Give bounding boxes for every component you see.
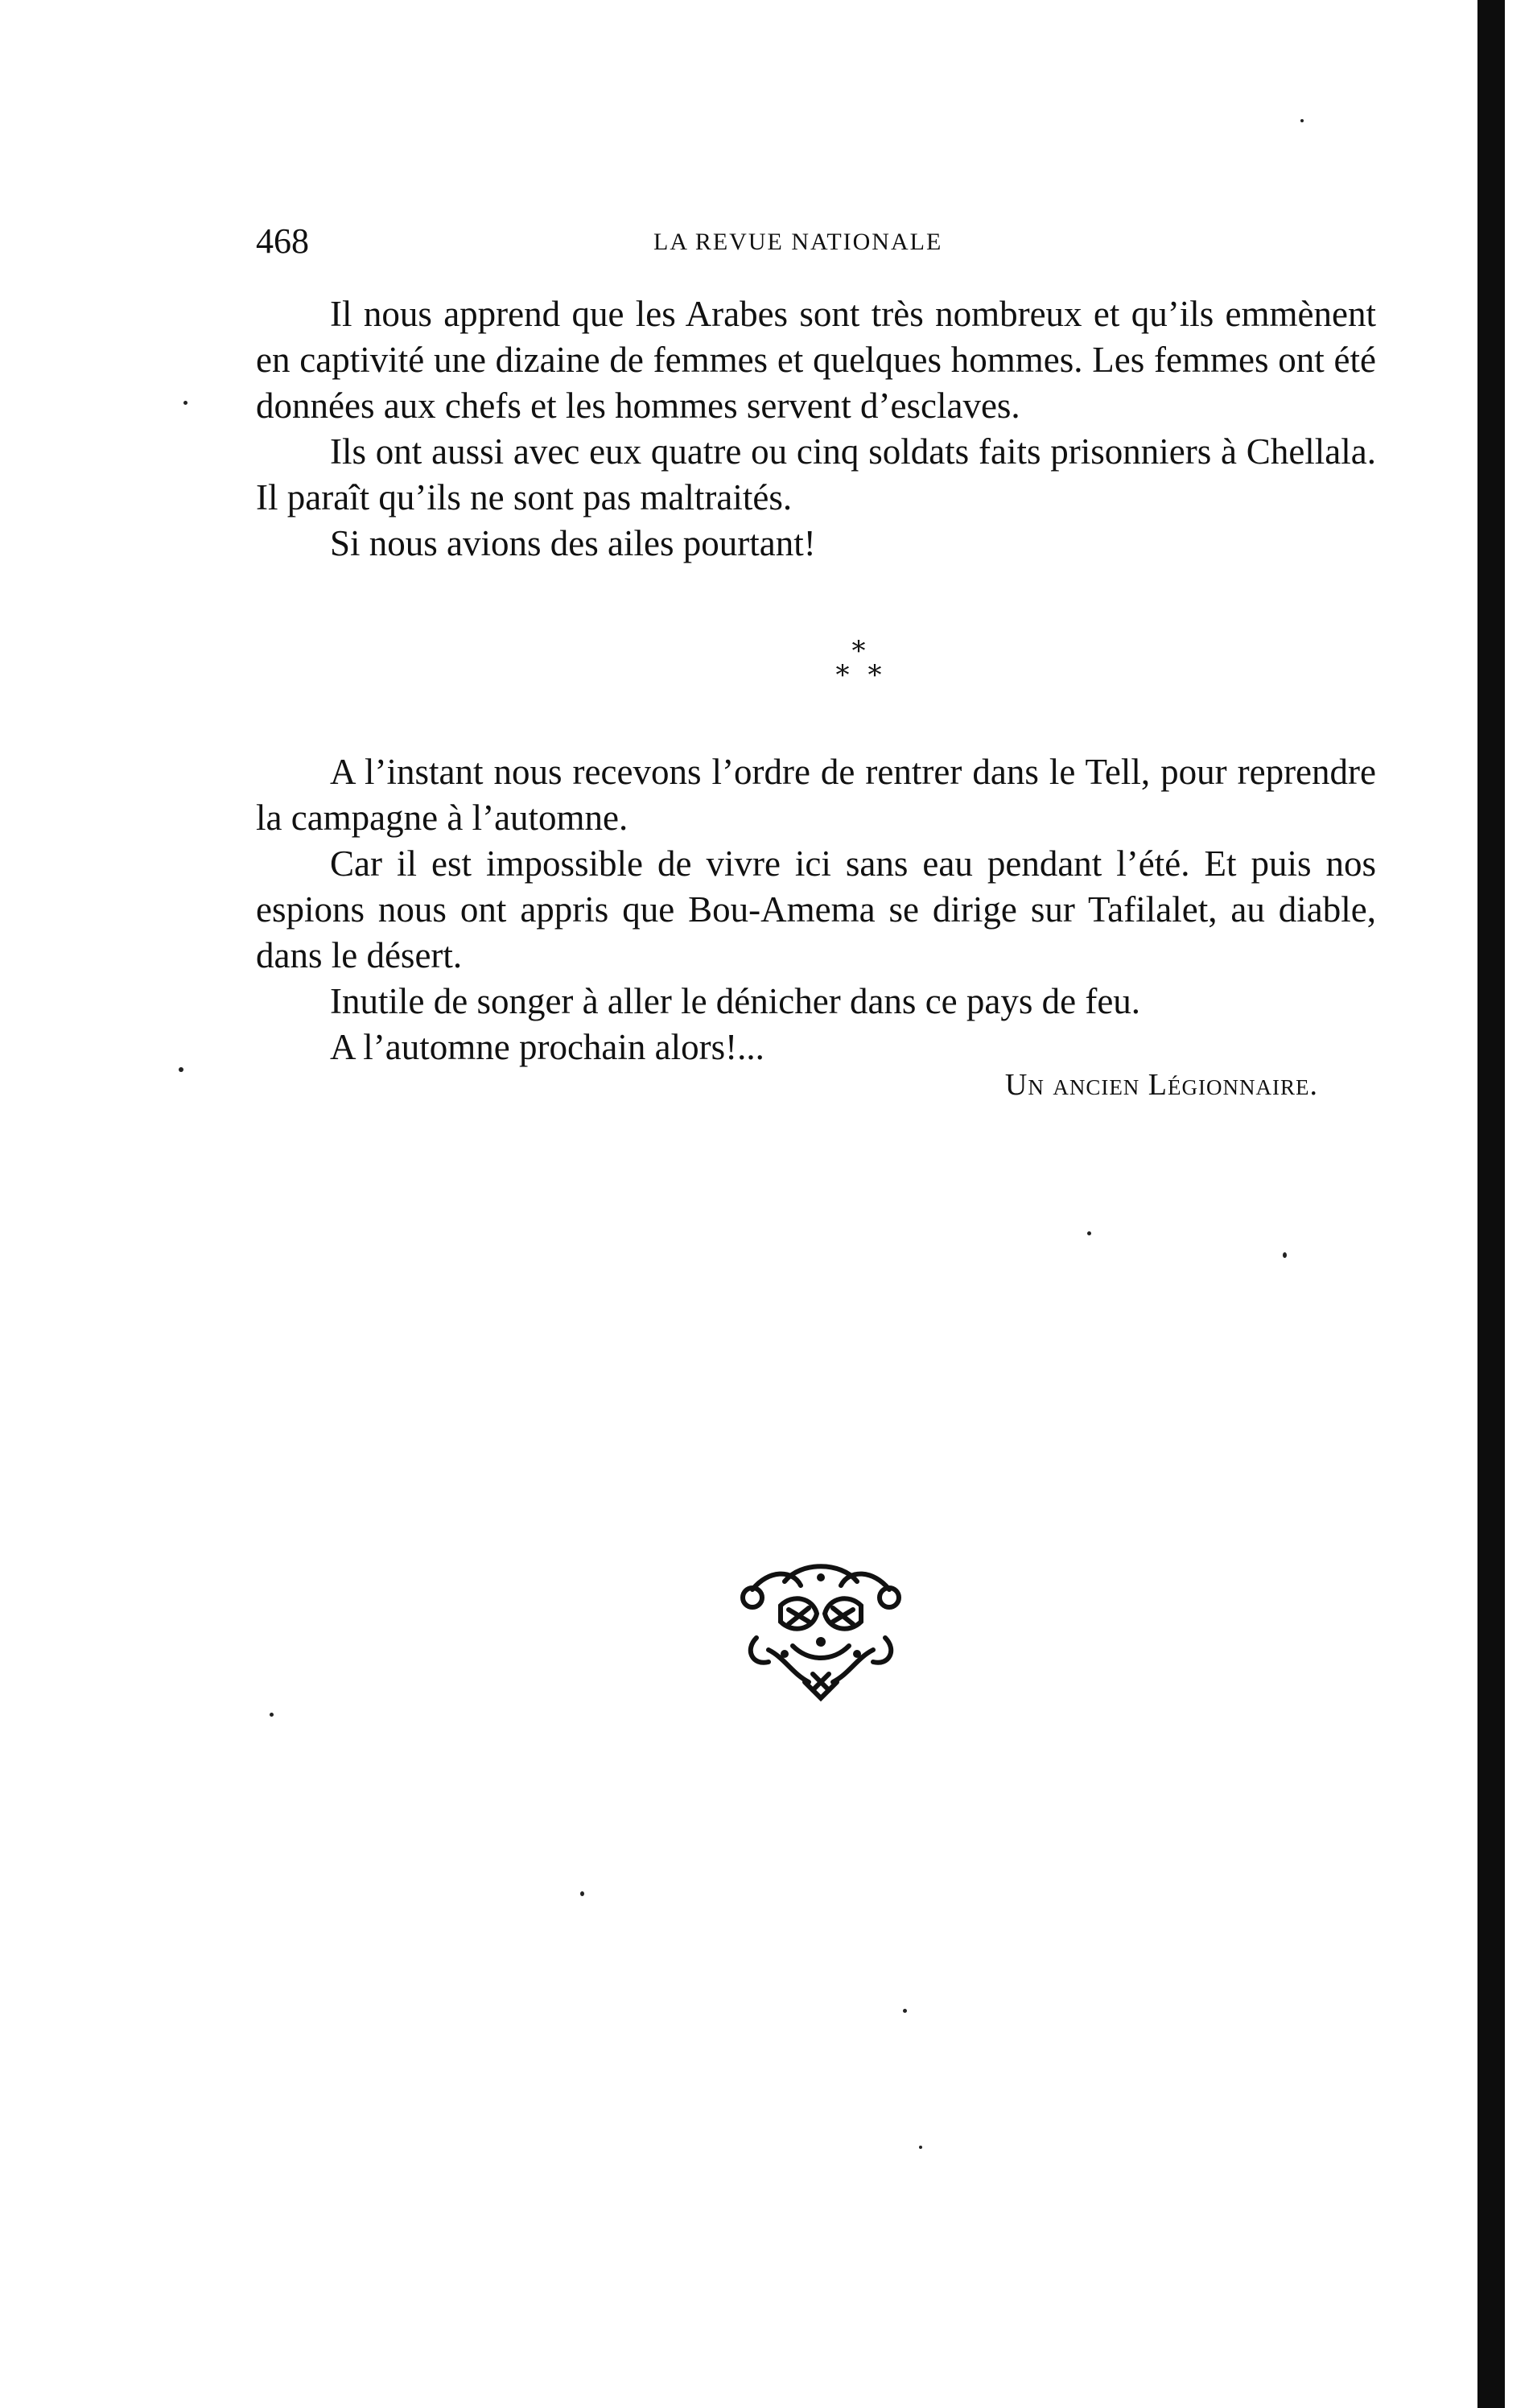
svg-text:*: * [835,659,850,691]
print-speck [1087,1231,1091,1235]
text-block-bottom [256,749,1376,1070]
floral-vignette-icon [736,1561,905,1706]
text-block-top [256,291,1376,567]
print-speck [580,1891,584,1896]
paragraph: A l’automne prochain alors!... [330,1027,764,1067]
page-number: 468 [256,221,309,261]
paragraph: Il nous apprend que les Arabes sont très nombreux et qu’ils emmènent en captivité une dizaine de femmes et quelques hommes. Les femmes ont été données aux chefs et les hommes servent d’esclaves. [256,294,1376,426]
print-speck [1283,1252,1287,1258]
journal-title: LA REVUE NATIONALE [653,229,943,255]
svg-text:*: * [867,659,882,691]
paragraph: A l’instant nous recevons l’ordre de rentrer dans le Tell, pour reprendre la campagne à l’automne. [256,752,1376,838]
print-speck [903,2009,907,2013]
running-head [256,217,1383,266]
print-speck [919,2146,922,2149]
paragraph: Si nous avions des ailes pourtant! [330,523,816,563]
paragraph: Car il est impossible de vivre ici sans eau pendant l’été. Et puis nos espions nous ont appris que Bou-Amema se dirige sur Tafilalet, au diable, dans le désert. [256,843,1376,975]
page-edge-shadow [1477,0,1505,2408]
print-speck [270,1713,274,1717]
print-speck [1300,119,1304,122]
paragraph: Inutile de songer à aller le dénicher dans ce pays de feu. [330,981,1141,1021]
asterism-icon [822,636,895,700]
print-speck [183,401,188,405]
paragraph: Ils ont aussi avec eux quatre ou cinq soldats faits prisonniers à Chellala. Il paraît qu’ils ne sont pas maltraités. [256,431,1376,517]
signature: Un ancien Légionnaire. [1004,1068,1318,1102]
svg-text:*: * [851,636,866,667]
print-speck [179,1067,183,1072]
